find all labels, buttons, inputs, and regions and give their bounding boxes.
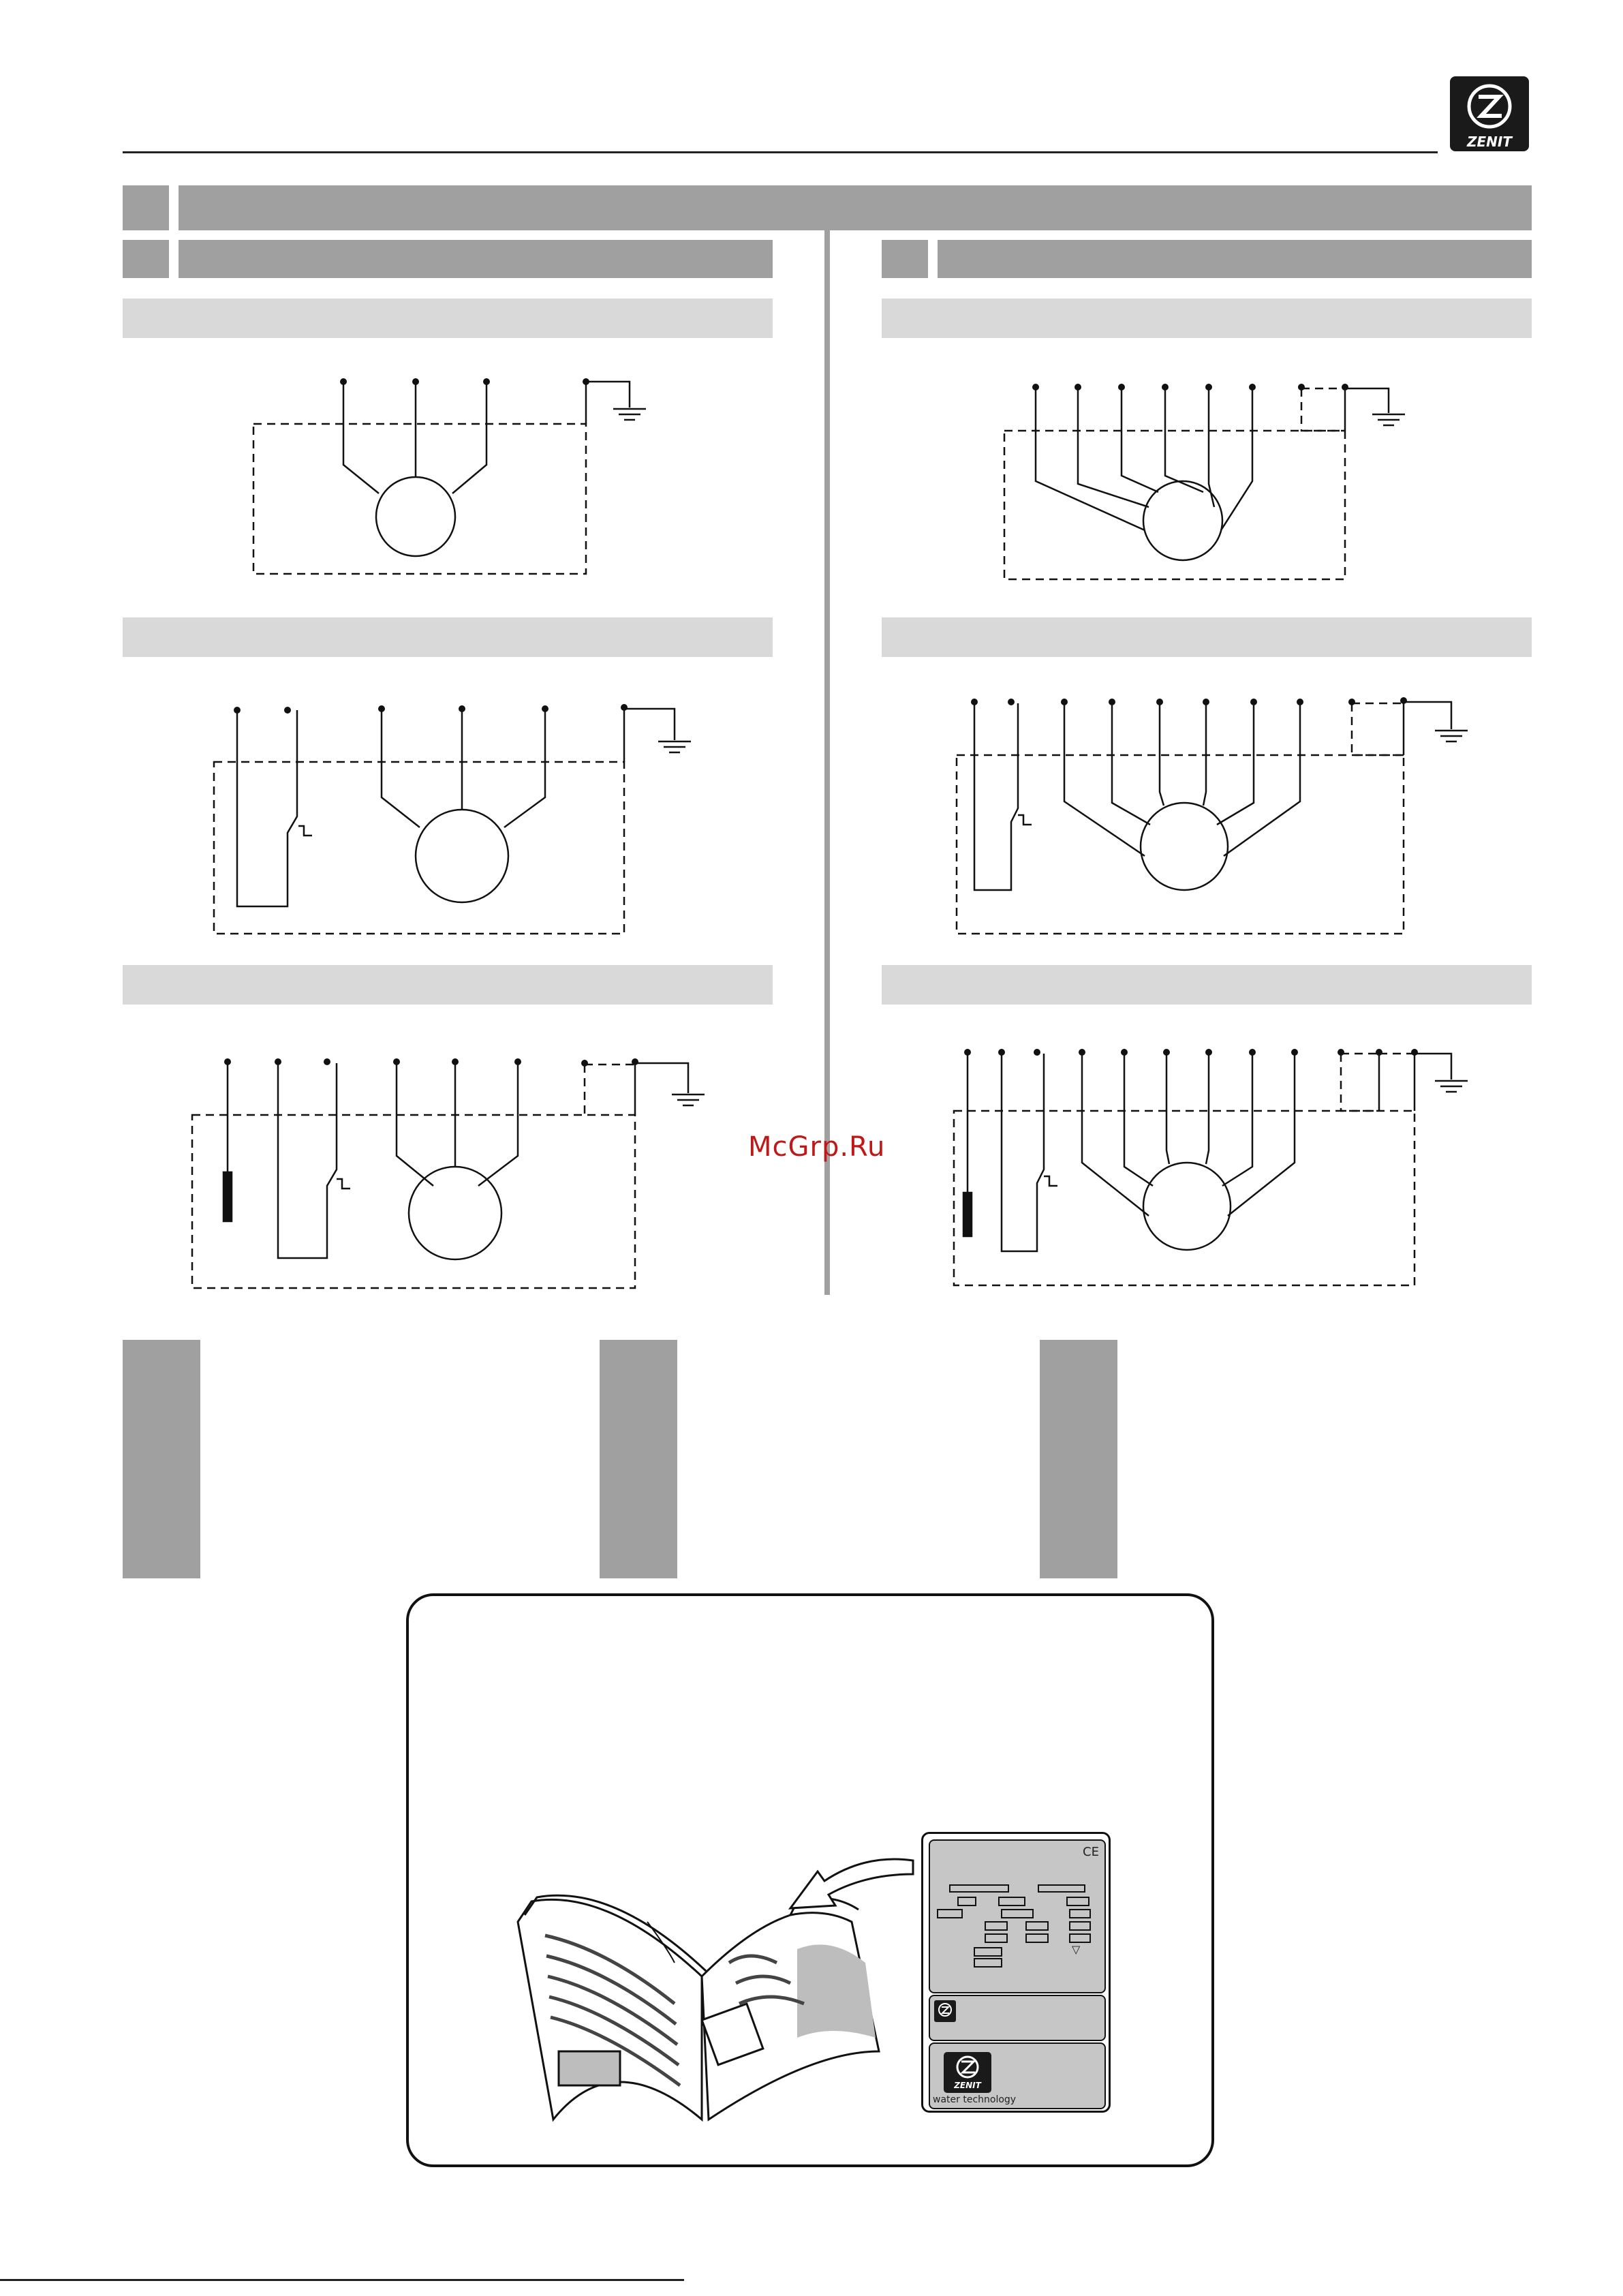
brand-tagline: water technology	[933, 2094, 1017, 2105]
nameplate-small-logo-strip	[929, 1995, 1106, 2041]
diagram-left-1	[253, 378, 646, 574]
zenit-brand-logo-text: ZENIT	[954, 2081, 981, 2090]
watermark: McGrp.Ru	[748, 1131, 886, 1163]
nameplate-plate	[929, 1839, 1106, 1993]
zenit-small-logo-icon	[934, 2000, 956, 2022]
diagram-right-1	[1004, 384, 1405, 579]
diagram-left-2	[214, 704, 691, 934]
diagram-right-3	[954, 1049, 1468, 1285]
arrow-icon	[770, 1847, 920, 1929]
ce-mark-icon: CE	[1083, 1845, 1099, 1859]
triangle-symbol-icon: ▽	[1072, 1943, 1081, 1956]
nameplate-brand-strip	[929, 2042, 1106, 2109]
grey-tab-3	[1040, 1340, 1117, 1578]
grey-tab-2	[600, 1340, 677, 1578]
diagram-left-3	[192, 1058, 705, 1288]
diagram-right-2	[957, 697, 1468, 934]
zenit-brand-logo	[944, 2052, 991, 2093]
nameplate-label	[921, 1832, 1111, 2113]
grey-tab-1	[123, 1340, 200, 1578]
zenit-logo-text: ZENIT	[1467, 134, 1512, 150]
footer-rule	[0, 2279, 684, 2281]
